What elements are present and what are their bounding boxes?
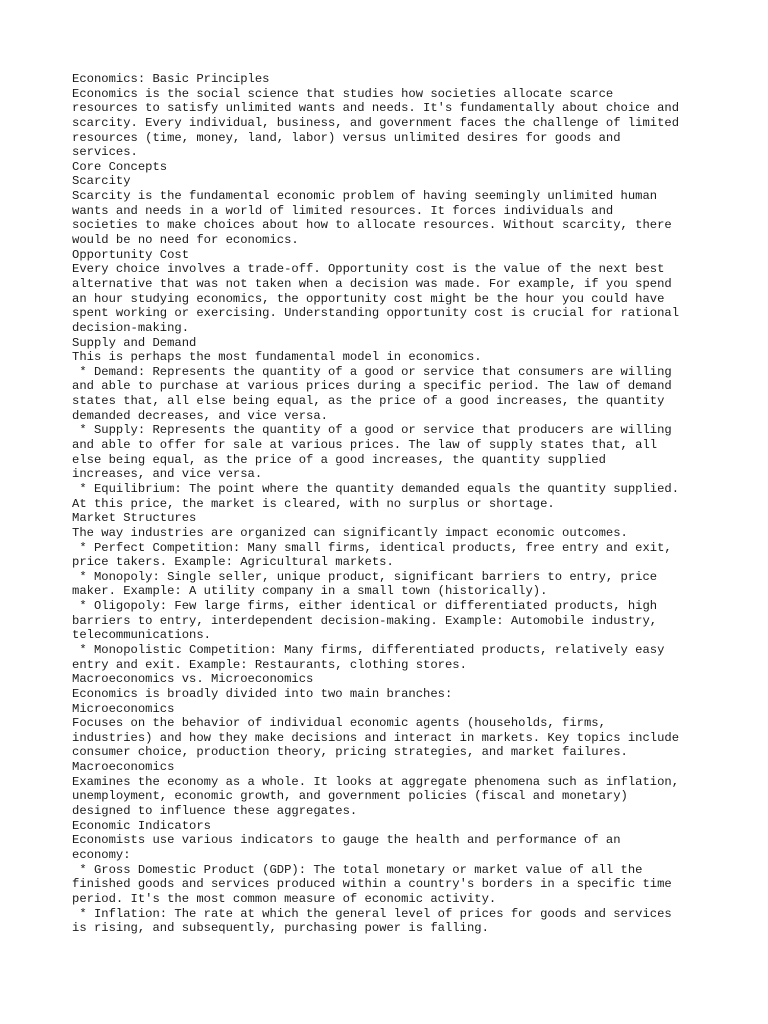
text-line: entry and exit. Example: Restaurants, clothing stores. <box>72 657 467 672</box>
text-line: Scarcity is the fundamental economic problem of having seemingly unlimited human <box>72 189 658 204</box>
text-line: resources (time, money, land, labor) versus unlimited desires for goods and <box>72 130 621 145</box>
text-line: * Equilibrium: The point where the quantity demanded equals the quantity supplied. <box>72 481 680 496</box>
text-line: Supply and Demand <box>72 335 197 350</box>
text-line: Economics is the social science that studies how societies allocate scarce <box>72 86 614 101</box>
text-line: demanded decreases, and vice versa. <box>72 408 328 423</box>
text-line: services. <box>72 145 138 160</box>
text-line: would be no need for economics. <box>72 233 299 248</box>
text-line: barriers to entry, interdependent decision-making. Example: Automobile industry, <box>72 613 658 628</box>
text-line: increases, and vice versa. <box>72 467 263 482</box>
text-line: else being equal, as the price of a good increases, the quantity supplied <box>72 452 606 467</box>
text-line: is rising, and subsequently, purchasing power is falling. <box>72 921 489 936</box>
text-line: Economics is broadly divided into two main branches: <box>72 686 453 701</box>
text-line: period. It's the most common measure of economic activity. <box>72 891 497 906</box>
text-line: * Inflation: The rate at which the general level of prices for goods and services <box>72 906 672 921</box>
text-line: * Supply: Represents the quantity of a good or service that producers are willing <box>72 423 672 438</box>
text-line: states that, all else being equal, as the price of a good increases, the quantity <box>72 394 665 409</box>
text-line: and able to purchase at various prices during a specific period. The law of demand <box>72 379 672 394</box>
text-line: Market Structures <box>72 511 197 526</box>
text-line: Focuses on the behavior of individual economic agents (households, firms, <box>72 716 606 731</box>
text-line: price takers. Example: Agricultural markets. <box>72 555 394 570</box>
text-line: spent working or exercising. Understanding opportunity cost is crucial for rational <box>72 306 680 321</box>
text-line: unemployment, economic growth, and government policies (fiscal and monetary) <box>72 789 628 804</box>
text-line: designed to influence these aggregates. <box>72 804 358 819</box>
text-line: * Perfect Competition: Many small firms, identical products, free entry and exit, <box>72 540 672 555</box>
text-line: decision-making. <box>72 320 190 335</box>
text-line: * Oligopoly: Few large firms, either identical or differentiated products, high <box>72 599 658 614</box>
text-line: This is perhaps the most fundamental model in economics. <box>72 350 482 365</box>
text-line: Economic Indicators <box>72 818 211 833</box>
text-line: Core Concepts <box>72 159 168 174</box>
text-line: maker. Example: A utility company in a small town (historically). <box>72 584 548 599</box>
document-page <box>72 72 712 936</box>
text-line: an hour studying economics, the opportunity cost might be the hour you could have <box>72 291 665 306</box>
text-line: * Monopoly: Single seller, unique product, significant barriers to entry, price <box>72 569 658 584</box>
text-line: industries) and how they make decisions and interact in markets. Key topics include <box>72 730 680 745</box>
text-line: Microeconomics <box>72 701 175 716</box>
text-line: Examines the economy as a whole. It looks at aggregate phenomena such as inflation, <box>72 774 680 789</box>
text-line: economy: <box>72 847 131 862</box>
text-line: resources to satisfy unlimited wants and needs. It's fundamentally about choice and <box>72 101 680 116</box>
text-line: Economics: Basic Principles <box>72 72 270 86</box>
text-line: * Demand: Represents the quantity of a good or service that consumers are willing <box>72 364 672 379</box>
text-line: wants and needs in a world of limited resources. It forces individuals and <box>72 203 614 218</box>
text-line: Opportunity Cost <box>72 247 190 262</box>
text-line: Every choice involves a trade-off. Opportunity cost is the value of the next best <box>72 262 665 277</box>
text-line: * Monopolistic Competition: Many firms, differentiated products, relatively easy <box>72 642 665 657</box>
text-line: and able to offer for sale at various prices. The law of supply states that, all <box>72 438 658 453</box>
text-line: The way industries are organized can significantly impact economic outcomes. <box>72 525 628 540</box>
text-line: Economists use various indicators to gauge the health and performance of an <box>72 833 621 848</box>
text-line: finished goods and services produced within a country's borders in a specific time <box>72 877 672 892</box>
text-line: Macroeconomics <box>72 760 175 775</box>
text-line: alternative that was not taken when a decision was made. For example, if you spend <box>72 276 672 291</box>
text-line: At this price, the market is cleared, with no surplus or shortage. <box>72 496 555 511</box>
text-line: Scarcity <box>72 174 131 189</box>
text-line: * Gross Domestic Product (GDP): The total monetary or market value of all the <box>72 862 643 877</box>
text-line: telecommunications. <box>72 628 211 643</box>
text-line: societies to make choices about how to allocate resources. Without scarcity, there <box>72 218 672 233</box>
text-line: scarcity. Every individual, business, and government faces the challenge of limited <box>72 115 680 130</box>
text-line: Macroeconomics vs. Microeconomics <box>72 672 314 687</box>
text-line: consumer choice, production theory, pricing strategies, and market failures. <box>72 745 628 760</box>
